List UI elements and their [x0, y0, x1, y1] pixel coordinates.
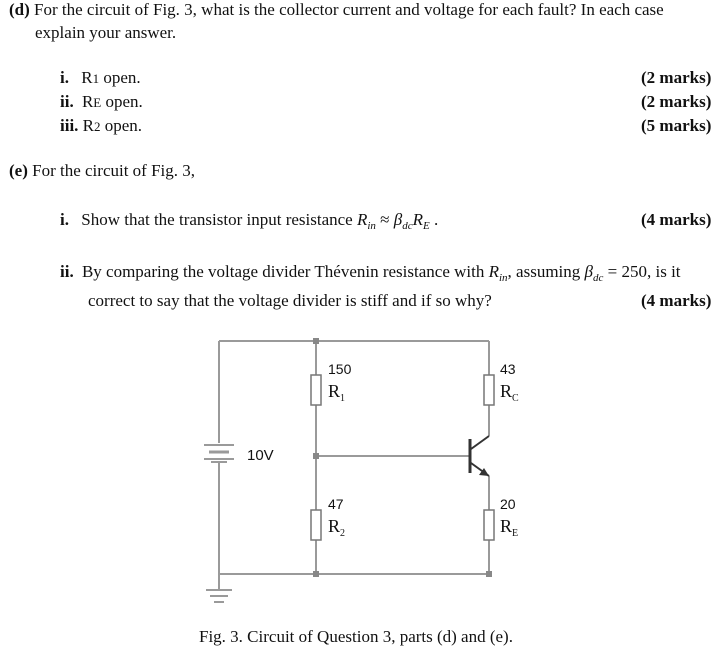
- item-text-2: , assuming: [507, 262, 585, 281]
- beta-symbol: $\beta_{dc}$: [584, 262, 604, 284]
- item-text-3: = 250, is it: [603, 262, 681, 281]
- re-name: $R_E$: [500, 516, 519, 539]
- beta-symbol: $\beta_{dc}$: [393, 210, 413, 232]
- part-e-item-ii-line2: correct to say that the voltage divider is stiff and if so why?: [88, 291, 492, 310]
- re-resistor-icon: [484, 510, 494, 540]
- re-symbol: $R_E$: [412, 210, 430, 232]
- item-symbol: RE: [81, 92, 102, 111]
- r1-value: 150: [328, 361, 352, 377]
- item-number: ii.: [60, 92, 74, 111]
- part-d-line2: explain your answer.: [35, 23, 177, 42]
- r2-resistor-icon: [311, 510, 321, 540]
- r1-name: $R_1$: [328, 381, 346, 404]
- part-d-line1: For the circuit of Fig. 3, what is the collector current and voltage for each fault? In each case: [34, 0, 664, 19]
- source-label: 10V: [247, 447, 274, 464]
- rin-symbol: $R_{in}$: [356, 210, 376, 232]
- npn-transistor-icon: [470, 436, 489, 476]
- item-text-1: By comparing the voltage divider Thévenin resistance with: [81, 262, 489, 281]
- rc-resistor-icon: [484, 375, 494, 405]
- circuit-wires: [219, 341, 489, 590]
- rc-name: $R_C$: [500, 381, 519, 404]
- part-e-intro: For the circuit of Fig. 3,: [32, 161, 196, 180]
- part-e-label: (e): [9, 161, 28, 180]
- part-e-item-i-marks: (4 marks): [641, 210, 712, 229]
- part-d-item-iii-marks: (5 marks): [641, 116, 712, 135]
- rin-symbol: $R_{in}$: [488, 262, 508, 284]
- part-d-item-ii-marks: (2 marks): [641, 92, 712, 111]
- item-text: open.: [101, 92, 143, 111]
- approx-sign: ≈: [375, 210, 394, 229]
- item-text: open.: [100, 116, 143, 135]
- part-e-item-ii-marks: (4 marks): [641, 291, 712, 310]
- item-symbol: R1: [81, 68, 100, 87]
- ground-icon: [206, 590, 232, 602]
- r1-resistor-icon: [311, 375, 321, 405]
- part-d-item-i-marks: (2 marks): [641, 68, 712, 87]
- item-symbol: R2: [82, 116, 101, 135]
- re-value: 20: [500, 496, 516, 512]
- r2-value: 47: [328, 496, 344, 512]
- r2-name: $R_2$: [328, 516, 346, 539]
- item-number: i.: [60, 210, 69, 229]
- battery-source-icon: [204, 445, 234, 462]
- item-number: ii.: [60, 262, 74, 281]
- item-text: Show that the transistor input resistance: [81, 210, 357, 229]
- item-text: open.: [99, 68, 141, 87]
- item-end: .: [429, 210, 439, 229]
- item-number: iii.: [60, 116, 79, 135]
- item-number: i.: [60, 68, 69, 87]
- rc-value: 43: [500, 361, 516, 377]
- part-d-label: (d): [9, 0, 30, 19]
- figure-caption: Fig. 3. Circuit of Question 3, parts (d) and (e).: [199, 627, 513, 646]
